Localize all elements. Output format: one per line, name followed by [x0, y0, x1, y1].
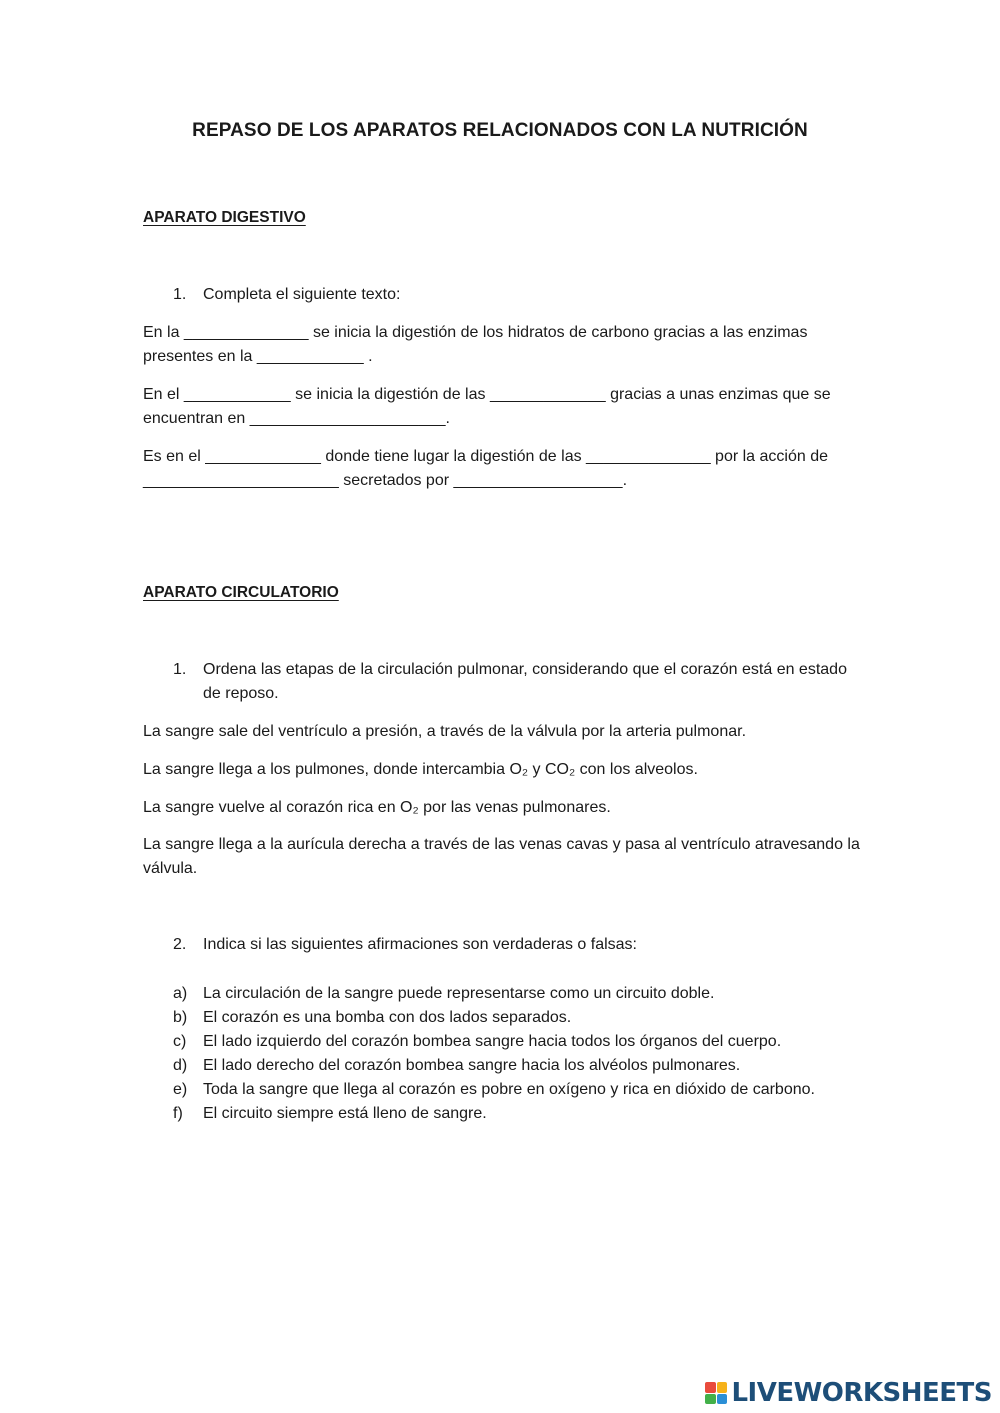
text-segment: .: [622, 472, 628, 489]
question-circulatorio-2: [143, 933, 863, 957]
item-letter: b): [173, 1009, 188, 1026]
liveworksheets-logo: [705, 1379, 992, 1407]
section-heading-digestivo: APARATO DIGESTIVO: [143, 209, 306, 226]
text-segment: se inicia la digestión de las: [290, 386, 490, 403]
logo-tile: [717, 1382, 728, 1393]
item-letter: c): [173, 1033, 187, 1050]
logo-tile: [705, 1382, 716, 1393]
answer-blank[interactable]: ___________________: [453, 472, 623, 489]
text-segment: se inicia la digestión de los hidratos de carbono gracias a las enzimas presentes en la: [143, 324, 808, 365]
list-item[interactable]: [143, 982, 863, 1006]
fill-paragraph-3: [143, 445, 863, 493]
answer-blank[interactable]: ____________: [183, 386, 291, 403]
statement-text: El corazón es una bomba con dos lados separados.: [203, 1009, 572, 1026]
answer-blank[interactable]: ____________: [256, 348, 364, 365]
question-circulatorio-1: [143, 658, 863, 706]
question-number: 2.: [173, 936, 187, 953]
statement-text: El circuito siempre está lleno de sangre.: [203, 1105, 487, 1122]
text-segment: gracias a unas enzimas que se encuentran en: [143, 386, 831, 427]
logo-tile: [717, 1394, 728, 1405]
list-item[interactable]: [143, 1102, 863, 1126]
answer-blank[interactable]: ______________________: [249, 410, 446, 427]
answer-blank[interactable]: _____________: [205, 448, 321, 465]
statement-text: El lado derecho del corazón bombea sangre hacia los alvéolos pulmonares.: [203, 1057, 741, 1074]
answer-blank[interactable]: ______________________: [143, 472, 339, 489]
list-item[interactable]: [143, 1078, 863, 1102]
fill-paragraph-2: [143, 383, 863, 431]
fill-paragraph-1: [143, 321, 863, 369]
question-prompt: Completa el siguiente texto:: [203, 286, 401, 303]
item-letter: a): [173, 985, 188, 1002]
question-prompt: Indica si las siguientes afirmaciones son verdaderas o falsas:: [203, 936, 637, 953]
question-number: 1.: [173, 661, 187, 678]
text-segment: .: [363, 348, 373, 365]
answer-blank[interactable]: ______________: [586, 448, 711, 465]
order-step[interactable]: La sangre llega a los pulmones, donde intercambia O₂ y CO₂ con los alveolos.: [143, 761, 698, 778]
page-title: REPASO DE LOS APARATOS RELACIONADOS CON LA NUTRICIÓN: [192, 120, 808, 141]
order-step[interactable]: La sangre sale del ventrículo a presión, a través de la válvula por la arteria pulmonar.: [143, 723, 747, 740]
question-number: 1.: [173, 286, 187, 303]
section-heading-circulatorio: APARATO CIRCULATORIO: [143, 584, 339, 601]
list-item[interactable]: [143, 1054, 863, 1078]
logo-text: LIVEWORKSHEETS: [731, 1378, 992, 1408]
text-segment: .: [445, 410, 450, 427]
question-digestivo-1: [143, 283, 863, 307]
statement-text: Toda la sangre que llega al corazón es pobre en oxígeno y rica en dióxido de carbono.: [203, 1081, 815, 1098]
order-step[interactable]: La sangre llega a la aurícula derecha a través de las venas cavas y pasa al ventrículo atravesando la válvula.: [143, 836, 860, 877]
text-segment: por la acción de: [710, 448, 829, 465]
logo-tile: [705, 1394, 716, 1405]
true-false-list: [143, 982, 863, 1126]
text-segment: Es en el: [143, 448, 206, 465]
answer-blank[interactable]: _____________: [489, 386, 606, 403]
text-segment: En la: [143, 324, 184, 341]
order-step[interactable]: La sangre vuelve al corazón rica en O₂ por las venas pulmonares.: [143, 799, 611, 816]
list-item[interactable]: [143, 1006, 863, 1030]
text-segment: secretados por: [338, 472, 454, 489]
question-prompt: Ordena las etapas de la circulación pulmonar, considerando que el corazón está en estado de reposo.: [203, 661, 847, 702]
text-segment: donde tiene lugar la digestión de las: [320, 448, 587, 465]
item-letter: d): [173, 1057, 188, 1074]
answer-blank[interactable]: ______________: [183, 324, 309, 341]
list-item[interactable]: [143, 1030, 863, 1054]
statement-text: El lado izquierdo del corazón bombea sangre hacia todos los órganos del cuerpo.: [203, 1033, 782, 1050]
text-segment: En el: [143, 386, 184, 403]
statement-text: La circulación de la sangre puede representarse como un circuito doble.: [203, 985, 715, 1002]
item-letter: e): [173, 1081, 188, 1098]
item-letter: f): [173, 1105, 183, 1122]
liveworksheets-logo-icon: [705, 1382, 727, 1404]
